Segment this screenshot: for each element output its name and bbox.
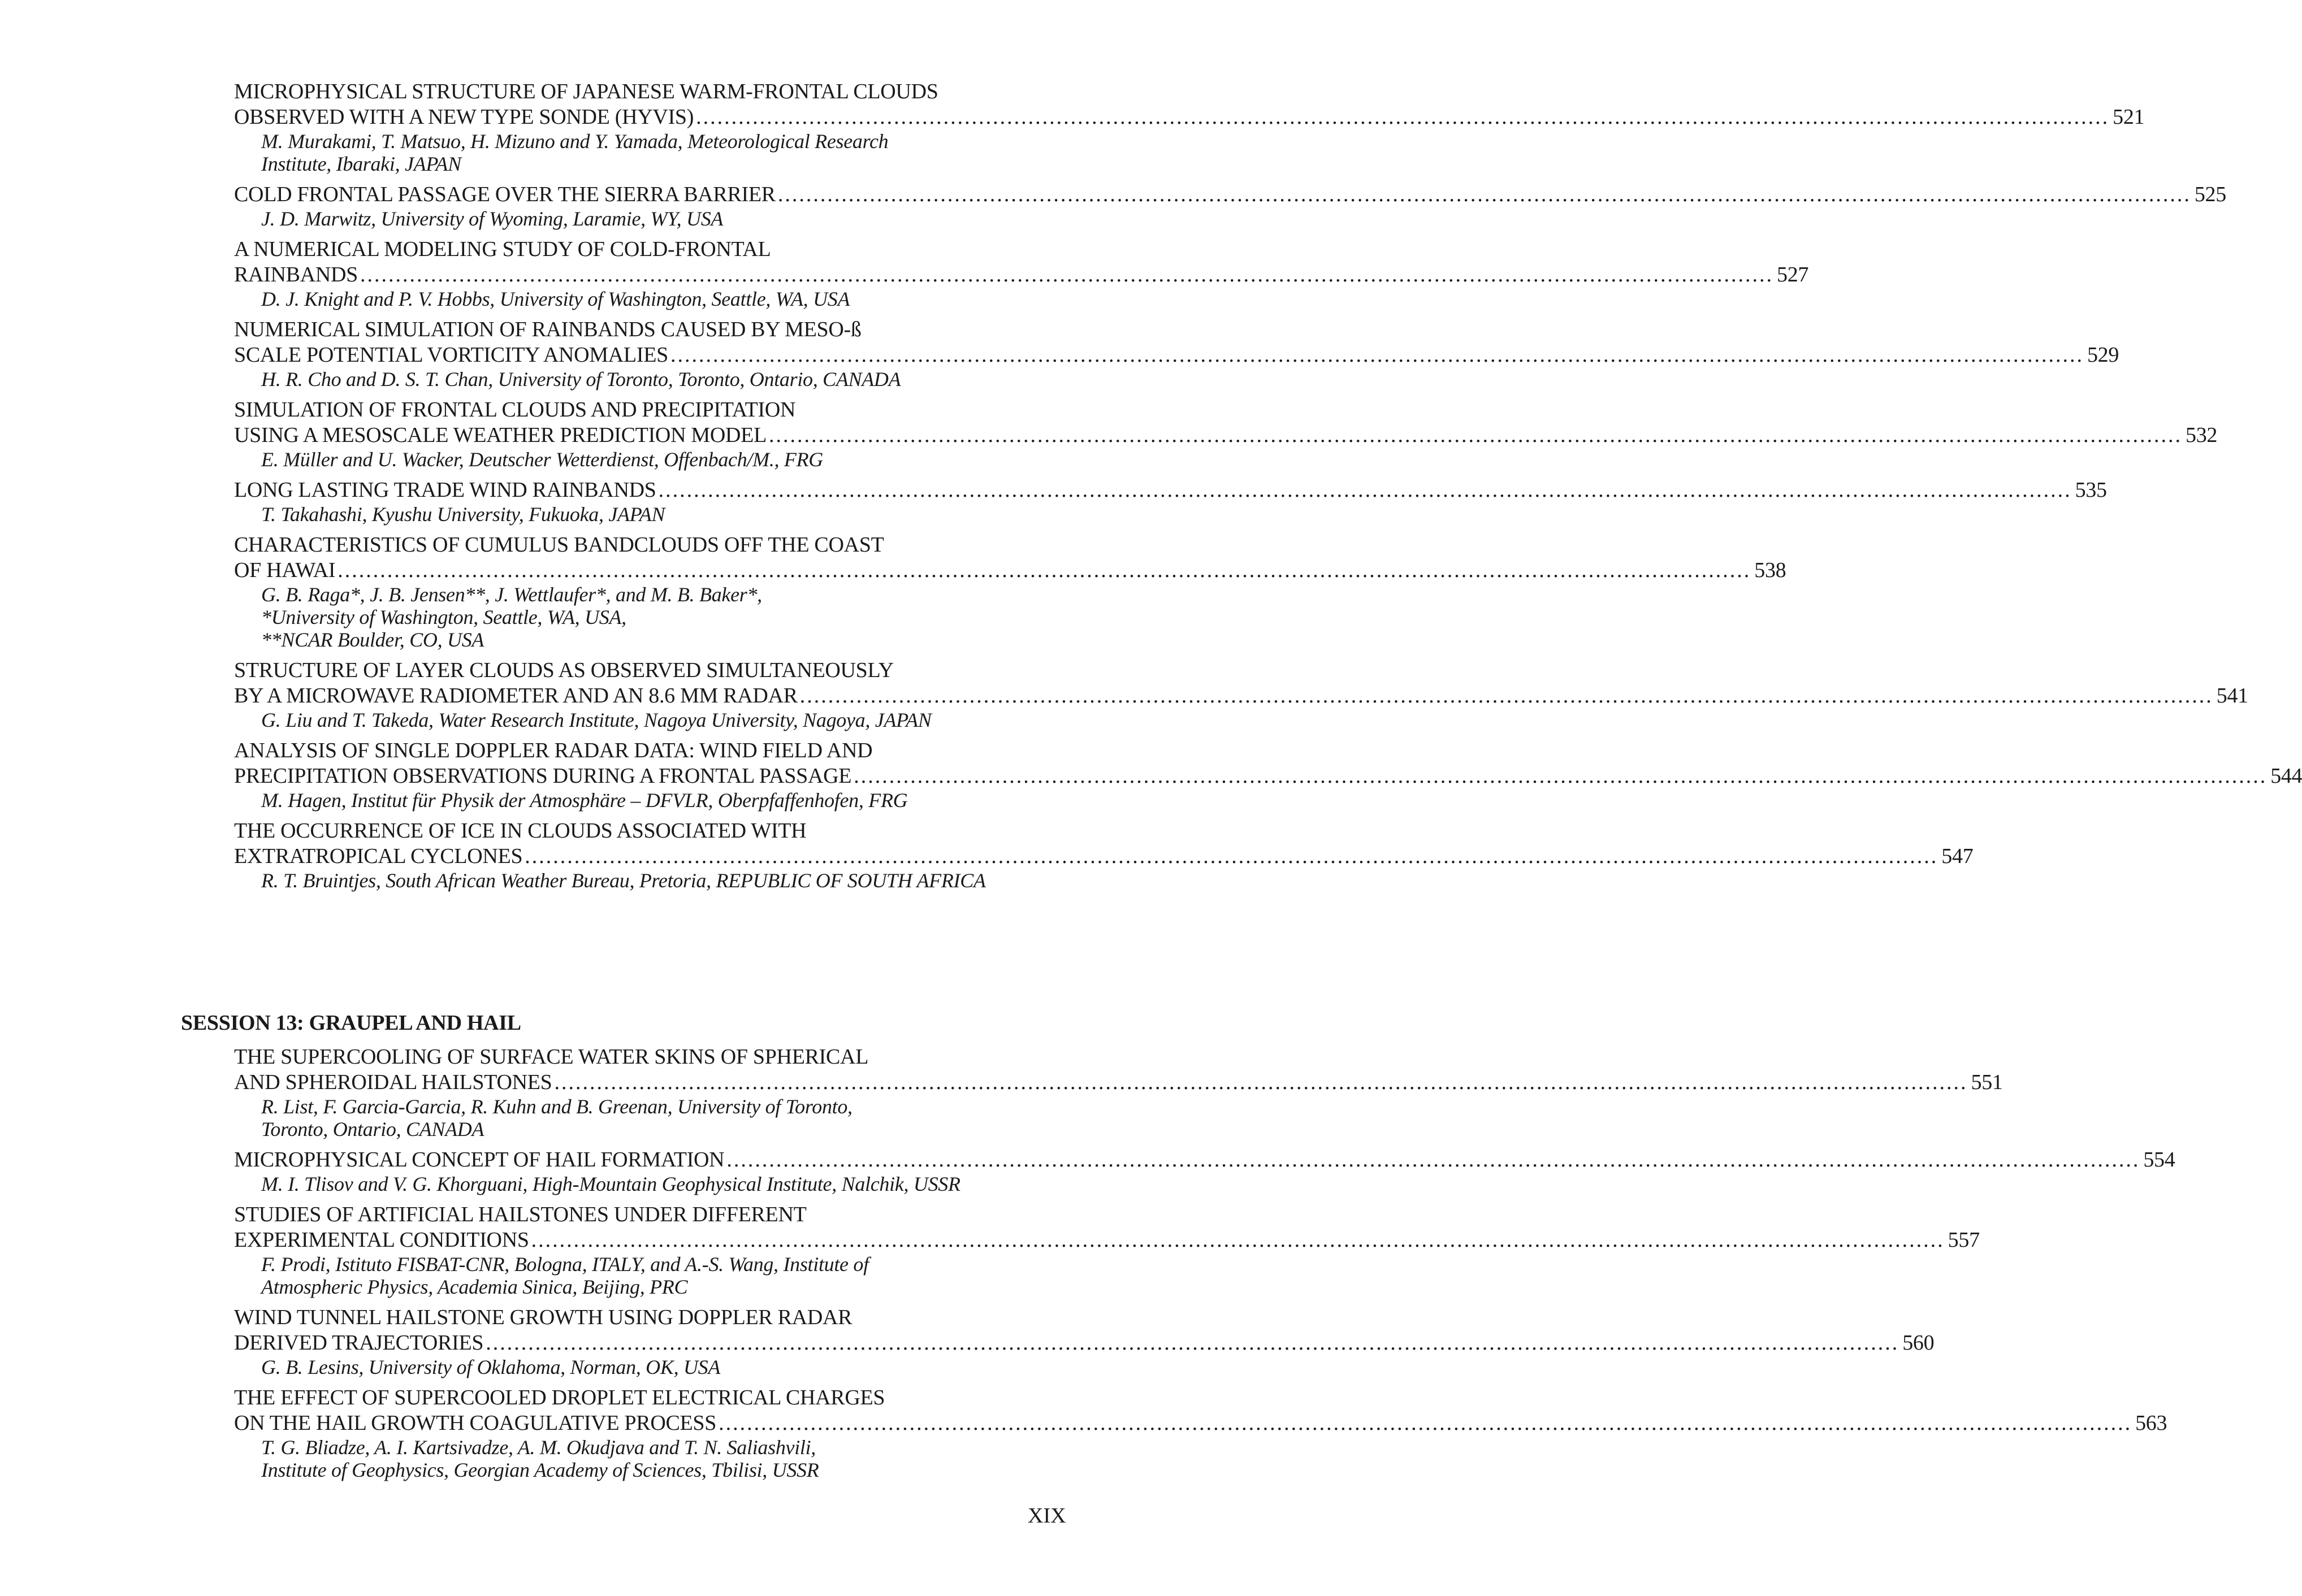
entry-authors: H. R. Cho and D. S. T. Chan, University of Toronto, Toronto, Ontario, CANADA	[261, 368, 901, 391]
entry-title-line	[234, 478, 2107, 503]
entry-title-text: MICROPHYSICAL STRUCTURE OF JAPANESE WARM-FRONTAL CLOUDS	[234, 80, 938, 103]
entry-page-number: 541	[2216, 684, 2248, 708]
dot-leader: ........................................................................................................................................................................................................	[799, 684, 2213, 708]
entry-authors: R. List, F. Garcia-Garcia, R. Kuhn and B. Greenan, University of Toronto,	[261, 1095, 853, 1118]
entry-authors: Institute, Ibaraki, JAPAN	[261, 153, 461, 175]
entry-authors: R. T. Bruintjes, South African Weather Bureau, Pretoria, REPUBLIC OF SOUTH AFRICA	[261, 869, 986, 892]
entry-title-text: ANALYSIS OF SINGLE DOPPLER RADAR DATA: WIND FIELD AND	[234, 739, 873, 762]
dot-leader: ........................................................................................................................................................................................................	[337, 558, 1751, 582]
entry-authors: Atmospheric Physics, Academia Sinica, Beijing, PRC	[261, 1276, 688, 1298]
entry-page-number: 557	[1948, 1228, 1980, 1252]
entry-authors: **NCAR Boulder, CO, USA	[261, 628, 484, 651]
toc-entry	[234, 79, 2145, 175]
entry-title-text: LONG LASTING TRADE WIND RAINBANDS	[234, 478, 656, 502]
entry-title-text: SCALE POTENTIAL VORTICITY ANOMALIES	[234, 343, 668, 367]
entry-authors: G. B. Lesins, University of Oklahoma, Norman, OK, USA	[261, 1356, 721, 1378]
dot-leader: ........................................................................................................................................................................................................	[531, 1228, 1945, 1252]
entry-page-number: 554	[2143, 1148, 2175, 1172]
entry-title-text: WIND TUNNEL HAILSTONE GROWTH USING DOPPLER RADAR	[234, 1306, 853, 1329]
entry-title-line	[234, 683, 2248, 709]
entry-title-text: ON THE HAIL GROWTH COAGULATIVE PROCESS	[234, 1411, 717, 1435]
entry-title-text: THE EFFECT OF SUPERCOOLED DROPLET ELECTRICAL CHARGES	[234, 1386, 885, 1409]
entry-title-text: USING A MESOSCALE WEATHER PREDICTION MODEL	[234, 423, 767, 447]
dot-leader: ........................................................................................................................................................................................................	[525, 844, 1938, 868]
toc-entry	[234, 1202, 1980, 1298]
toc-entry	[234, 237, 1809, 310]
dot-leader: ........................................................................................................................................................................................................	[360, 263, 1773, 287]
toc-entry	[234, 532, 1786, 651]
entry-authors: *University of Washington, Seattle, WA, USA,	[261, 606, 626, 628]
entry-title-line	[234, 764, 2302, 789]
entry-authors: Toronto, Ontario, CANADA	[261, 1118, 484, 1140]
page-number: XIX	[1028, 1504, 1066, 1528]
toc-entry	[234, 182, 2226, 230]
dot-leader: ........................................................................................................................................................................................................	[696, 105, 2110, 129]
toc-entry	[234, 317, 2119, 391]
entry-title-text: THE SUPERCOOLING OF SURFACE WATER SKINS OF SPHERICAL	[234, 1045, 869, 1069]
entry-title-text: SIMULATION OF FRONTAL CLOUDS AND PRECIPITATION	[234, 398, 796, 422]
entry-page-number: 551	[1971, 1070, 2003, 1094]
toc-entry	[234, 1147, 2175, 1195]
entry-authors: Institute of Geophysics, Georgian Academy of Sciences, Tbilisi, USSR	[261, 1459, 819, 1481]
entry-title-text: COLD FRONTAL PASSAGE OVER THE SIERRA BARRIER	[234, 183, 776, 206]
entry-page-number: 521	[2113, 105, 2145, 129]
entry-title-line	[234, 1411, 2167, 1436]
entry-title-text: RAINBANDS	[234, 263, 358, 287]
entry-title-line	[234, 844, 1974, 869]
entry-page-number: 529	[2087, 343, 2119, 367]
entry-title-text: BY A MICROWAVE RADIOMETER AND AN 8.6 MM RADAR	[234, 684, 798, 708]
entry-title-line	[234, 1330, 1935, 1356]
entry-page-number: 527	[1777, 263, 1809, 287]
entry-title-text: OBSERVED WITH A NEW TYPE SONDE (HYVIS)	[234, 105, 694, 129]
dot-leader: ........................................................................................................................................................................................................	[486, 1331, 1899, 1355]
entry-title-text: DERIVED TRAJECTORIES	[234, 1331, 484, 1355]
entry-authors: T. G. Bliadze, A. I. Kartsivadze, A. M. Okudjava and T. N. Saliashvili,	[261, 1436, 816, 1459]
dot-leader: ........................................................................................................................................................................................................	[726, 1148, 2140, 1172]
dot-leader: ........................................................................................................................................................................................................	[777, 183, 2191, 206]
toc-list-session-13	[234, 1044, 2175, 1488]
entry-page-number: 525	[2194, 183, 2226, 206]
toc-list-top	[234, 79, 2302, 899]
entry-page-number: 547	[1941, 844, 1974, 868]
entry-authors: F. Prodi, Istituto FISBAT-CNR, Bologna, ITALY, and A.-S. Wang, Institute of	[261, 1253, 869, 1276]
entry-page-number: 560	[1902, 1331, 1935, 1355]
dot-leader: ........................................................................................................................................................................................................	[769, 423, 2183, 447]
entry-title-text: PRECIPITATION OBSERVATIONS DURING A FRONTAL PASSAGE	[234, 764, 852, 788]
entry-page-number: 532	[2186, 423, 2218, 447]
entry-title-text: NUMERICAL SIMULATION OF RAINBANDS CAUSED BY MESO-ß	[234, 318, 862, 341]
entry-title-line	[234, 1070, 2003, 1095]
entry-title-text: EXTRATROPICAL CYCLONES	[234, 844, 523, 868]
entry-authors: M. I. Tlisov and V. G. Khorguani, High-Mountain Geophysical Institute, Nalchik, USSR	[261, 1173, 960, 1195]
entry-title-line	[234, 262, 1809, 288]
toc-entry	[234, 1385, 2167, 1481]
toc-entry	[234, 738, 2302, 812]
entry-title-line	[234, 1147, 2175, 1173]
entry-page-number: 538	[1754, 558, 1786, 582]
entry-title-line	[234, 423, 2218, 448]
dot-leader: ........................................................................................................................................................................................................	[670, 343, 2084, 367]
entry-authors: G. Liu and T. Takeda, Water Research Institute, Nagoya University, Nagoya, JAPAN	[261, 709, 932, 731]
dot-leader: ........................................................................................................................................................................................................	[719, 1411, 2132, 1435]
dot-leader: ........................................................................................................................................................................................................	[554, 1070, 1968, 1094]
toc-entry	[234, 658, 2248, 731]
entry-title-line	[234, 182, 2226, 207]
toc-entry	[234, 1305, 1935, 1378]
toc-entry	[234, 397, 2218, 471]
entry-title-text: STRUCTURE OF LAYER CLOUDS AS OBSERVED SIMULTANEOUSLY	[234, 658, 894, 682]
toc-entry	[234, 478, 2107, 526]
dot-leader: ........................................................................................................................................................................................................	[658, 478, 2072, 502]
entry-authors: G. B. Raga*, J. B. Jensen**, J. Wettlaufer*, and M. B. Baker*,	[261, 583, 762, 606]
entry-authors: T. Takahashi, Kyushu University, Fukuoka, JAPAN	[261, 503, 665, 526]
entry-title-text: OF HAWAI	[234, 558, 336, 582]
dot-leader: ........................................................................................................................................................................................................	[854, 764, 2268, 788]
entry-title-text: THE OCCURRENCE OF ICE IN CLOUDS ASSOCIATED WITH	[234, 819, 807, 843]
entry-authors: E. Müller and U. Wacker, Deutscher Wetterdienst, Offenbach/M., FRG	[261, 448, 824, 471]
entry-title-text: A NUMERICAL MODELING STUDY OF COLD-FRONTAL	[234, 237, 771, 261]
toc-entry	[234, 818, 1974, 892]
toc-entry	[234, 1044, 2003, 1140]
entry-title-text: EXPERIMENTAL CONDITIONS	[234, 1228, 529, 1252]
entry-title-line	[234, 558, 1786, 583]
entry-title-text: MICROPHYSICAL CONCEPT OF HAIL FORMATION	[234, 1148, 725, 1172]
entry-authors: M. Murakami, T. Matsuo, H. Mizuno and Y. Yamada, Meteorological Research	[261, 130, 889, 153]
entry-title-line	[234, 342, 2119, 368]
entry-title-line	[234, 1228, 1980, 1253]
entry-title-text: CHARACTERISTICS OF CUMULUS BANDCLOUDS OFF THE COAST	[234, 533, 884, 557]
entry-title-text: AND SPHEROIDAL HAILSTONES	[234, 1070, 552, 1094]
entry-authors: D. J. Knight and P. V. Hobbs, University of Washington, Seattle, WA, USA	[261, 288, 850, 310]
entry-title-text: STUDIES OF ARTIFICIAL HAILSTONES UNDER DIFFERENT	[234, 1203, 807, 1226]
entry-page-number: 535	[2075, 478, 2107, 502]
entry-page-number: 563	[2135, 1411, 2167, 1435]
session-heading: SESSION 13: GRAUPEL AND HAIL	[181, 1011, 521, 1035]
entry-page-number: 544	[2270, 764, 2302, 788]
entry-title-line	[234, 105, 2145, 130]
entry-authors: M. Hagen, Institut für Physik der Atmosphäre – DFVLR, Oberpfaffenhofen, FRG	[261, 789, 908, 812]
entry-authors: J. D. Marwitz, University of Wyoming, Laramie, WY, USA	[261, 207, 724, 230]
